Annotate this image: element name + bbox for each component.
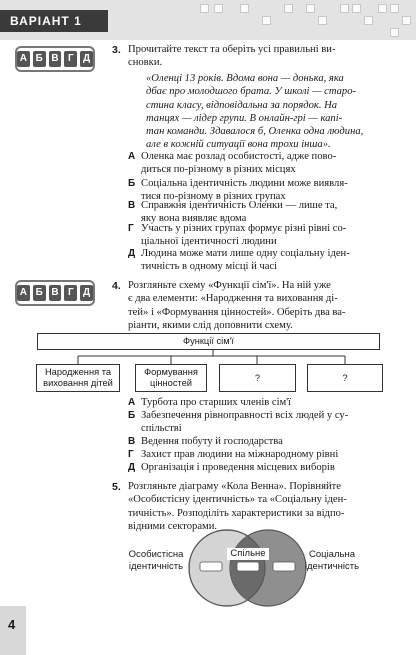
option-d: Д Організація і проведення місцевих виборів [128, 462, 335, 473]
answer-letter-d: Д [80, 51, 93, 67]
option-v: В Ведення побуту й господарства [128, 436, 283, 447]
answer-letter-v: В [49, 51, 62, 67]
question-number: 5. [112, 481, 121, 493]
option-b: Б Соціальна ідентичність людини може виявля- тися по-різному в різних групах [128, 178, 348, 202]
option-g: Г Участь у різних групах формує різні рівні со- ціальної ідентичності людини [128, 223, 347, 247]
page-number: 4 [8, 617, 16, 632]
question-prompt: Розгляньте схему «Функції сім'ї». На ній уже є два елементи: «Народження та виховання ді- тей» і «Формування цінностей». Оберіть два ва- ріанти, якими слід доповнити схему. [128, 280, 346, 331]
scheme-box-unknown-2: ? [307, 364, 383, 392]
option-a: А Оленка має розлад особистості, адже пово- диться по-різному в різних місцях [128, 151, 337, 175]
scheme-box-birth: Народження та виховання дітей [36, 364, 120, 392]
venn-slot-social [273, 562, 295, 571]
option-d: Д Людина може мати лише одну соціальну іден- тичність в одному місці й часі [128, 248, 350, 272]
option-v: В Справжня ідентичність Оленки — лише та, яку вона виявляє вдома [128, 200, 338, 224]
scheme-box-values: Формування цінностей [135, 364, 207, 392]
option-g: Г Захист прав людини на міжнародному рівні [128, 449, 339, 460]
option-b: Б Забезпечення рівноправності всіх людей у су- спільстві [128, 410, 349, 434]
answer-letter-b: Б [33, 51, 46, 67]
question-prompt: Розгляньте діаграму «Кола Венна». Порівняйте «Особистісну ідентичність» та «Соціальну іден- тичність». Розподіліть характеристики за відпо- відними секторами. [128, 481, 347, 532]
scheme-box-unknown-1: ? [219, 364, 296, 392]
venn-slot-personal [200, 562, 222, 571]
option-a: А Турбота про старших членів сім'ї [128, 397, 292, 408]
quote-text: «Оленці 13 років. Вдома вона — донька, яка дбає про молодшого брата. У школі — старо- стина класу, відповідальна за порядок. На танцях — лідер групи. В онлайн-грі — капі- тан команди. Здавалося б, Оленка одна людина, але в кожній ситуації вона трохи інша». [146, 73, 364, 151]
answer-letter-g: Г [64, 51, 77, 67]
answer-letter-a: А [17, 51, 30, 67]
answer-letter-d: Д [80, 285, 93, 301]
venn-slot-common [237, 562, 259, 571]
answer-letter-v: В [49, 285, 62, 301]
question-number: 4. [112, 280, 121, 292]
venn-label-social: Соціальна ідентичність [304, 549, 360, 572]
question-number: 3. [112, 44, 121, 56]
question-prompt: Прочитайте текст та оберіть усі правильні ви- сновки. [128, 44, 336, 69]
venn-label-personal: Особистісна ідентичність [128, 549, 184, 572]
scheme-title-box: Функції сім'ї [37, 333, 380, 350]
variant-label: ВАРІАНТ 1 [0, 10, 108, 32]
answer-letter-b: Б [33, 285, 46, 301]
answer-letter-g: Г [64, 285, 77, 301]
answer-letter-a: А [17, 285, 30, 301]
venn-label-common: Спільне [227, 548, 269, 560]
